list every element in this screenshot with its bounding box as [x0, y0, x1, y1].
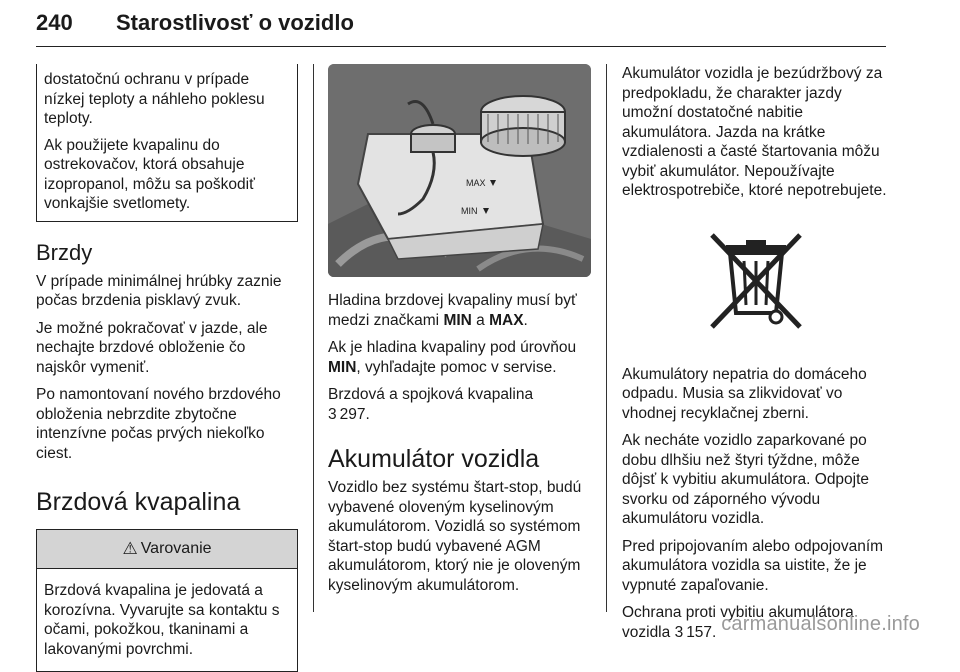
paragraph: Brzdová a spojková kvapalina 3 297. — [328, 386, 534, 423]
paragraph: Po namontovaní nového brzdového obloženia nebrzdite zbytočne intenzívne počas prvých niekoľko ciest. — [36, 386, 281, 462]
warning-header — [37, 530, 297, 569]
paragraph: Ak necháte vozidlo zaparkované po dobu dlhšiu než štyri týždne, môže dôjsť k vybitiu akumulátora. Odpojte svorku od záporného vývodu akumulátoru vozidla. — [622, 432, 870, 527]
paragraph: V prípade minimálnej hrúbky zaznie počas brzdenia pisklavý zvuk. — [36, 272, 282, 309]
section-heading-battery: Akumulátor vozidla — [328, 445, 540, 473]
column-3 — [622, 64, 890, 650]
warning-triangle-icon: ⚠ — [122, 539, 138, 559]
paragraph: Vozidlo bez systému štart-stop, budú vybavené oloveným kyselinovým akumulátorom. Vozidlá so systémom štart-stop budú vybavené AGM akumulátorom, ktorý nie je oloveným kyselinovým akumulátorom. — [328, 479, 582, 594]
paragraph: Je možné pokračovať v jazde, ale nechajte brzdové obloženie čo najskôr vymeniť. — [36, 319, 268, 376]
column-2 — [328, 64, 591, 603]
page-reference-icon: 3 — [674, 623, 684, 641]
paragraph: Ak je hladina kvapaliny pod úrovňou MIN, vyhľadajte pomoc v servise. — [328, 339, 577, 376]
warning-text: Brzdová kvapalina je jedovatá a korozívna. Vyvarujte sa kontaktu s očami, pokožkou, tkaninami a lakovanými povrchmi. — [44, 582, 280, 658]
page-number: 240 — [36, 10, 73, 35]
paragraph: Akumulátor vozidla je bezúdržbový za predpokladu, že charakter jazdy umožní dostatočné nabitie akumulátora. Jazda na krátke vzdialenosti a časté štartovania môžu vybiť akumulátor. Nepoužívajte elektrospotrebiče, ktoré nepotrebujete. — [622, 65, 887, 199]
max-mark-label: MAX — [466, 178, 486, 188]
section-heading-brakes: Brzdy — [36, 239, 93, 265]
paragraph: Hladina brzdovej kvapaliny musí byť medzi značkami MIN a MAX. — [328, 292, 577, 329]
paragraph: Pred pripojovaním alebo odpojovaním akumulátora vozidla sa uistite, že je vypnuté zapaľovanie. — [622, 537, 884, 594]
section-heading-brake-fluid: Brzdová kvapalina — [36, 488, 241, 516]
crossed-out-wheelie-bin-icon — [706, 231, 806, 331]
brake-fluid-reservoir-photo — [328, 64, 591, 277]
continued-note-box — [36, 64, 298, 222]
paragraph: Ochrana proti vybitiu akumulátora vozidla 3 157. — [622, 604, 854, 641]
warning-box — [36, 529, 298, 672]
min-mark-label: MIN — [461, 206, 478, 216]
page-reference[interactable]: 157. — [686, 623, 717, 641]
reservoir-illustration — [328, 64, 591, 277]
column-divider — [313, 64, 314, 612]
warning-title: Varovanie — [140, 540, 212, 558]
column-1 — [36, 64, 298, 672]
page-title: Starostlivosť o vozidlo — [116, 10, 354, 35]
paragraph: Akumulátory nepatria do domáceho odpadu. Musia sa zlikvidovať vo vhodnej recyklačnej zberni. — [622, 365, 867, 422]
page-header — [36, 6, 886, 47]
note-paragraph: dostatočnú ochranu v prípade nízkej teploty a náhleho poklesu teploty. — [44, 71, 265, 127]
page-reference[interactable]: 297. — [339, 405, 370, 423]
column-divider — [606, 64, 607, 612]
watermark: carmanualsonline.info — [721, 613, 920, 635]
note-paragraph: Ak použijete kvapalinu do ostrekovačov, ktorá obsahuje izopropanol, môžu sa poškodiť vonkajšie svetlomety. — [44, 136, 255, 212]
page-reference-icon: 3 — [328, 405, 337, 423]
